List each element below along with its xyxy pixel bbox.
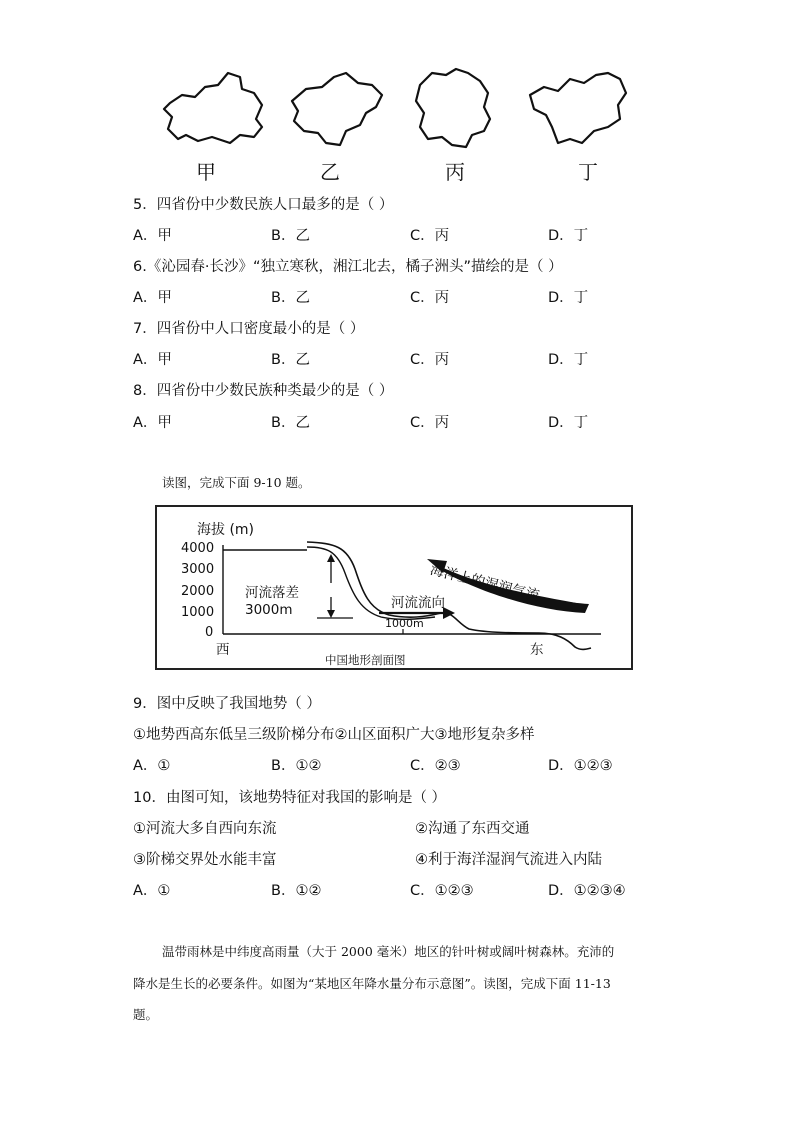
question-10-option-d[interactable]: D．①②③④	[548, 883, 626, 899]
mark-1000m-label: 1000m	[385, 617, 424, 630]
question-7-option-a[interactable]: A．甲	[133, 352, 172, 368]
question-9-option-b[interactable]: B．①②	[271, 758, 322, 774]
province-outline-yi	[292, 73, 382, 145]
province-label-ding: 丁	[578, 160, 598, 184]
passage-11-13-line-3: 题。	[133, 1007, 159, 1022]
question-7-stem: 7．四省份中人口密度最小的是（ ）	[133, 321, 365, 337]
province-label-yi: 乙	[320, 160, 340, 184]
ytick-0: 0	[205, 625, 214, 640]
question-8-stem: 8．四省份中少数民族种类最少的是（ ）	[133, 383, 394, 399]
question-9-items: ①地势西高东低呈三级阶梯分布②山区面积广大③地形复杂多样	[133, 727, 535, 743]
drop-label-2: 3000m	[245, 602, 293, 618]
y-axis-label: 海拔 (m)	[197, 522, 255, 538]
ytick-2000: 2000	[181, 584, 215, 599]
province-outline-bing	[416, 69, 490, 147]
question-8-option-c[interactable]: C．丙	[410, 415, 450, 431]
question-6-option-a[interactable]: A．甲	[133, 290, 172, 306]
passage-11-13-line-2: 降水是生长的必要条件。如图为“某地区年降水量分布示意图”。读图，完成下面 11-13	[133, 976, 611, 991]
question-5-option-b[interactable]: B．乙	[271, 228, 310, 244]
drop-arrow-down-head	[327, 610, 335, 618]
question-5-option-d[interactable]: D．丁	[548, 228, 589, 244]
east-label: 东	[530, 642, 544, 658]
west-label: 西	[216, 642, 230, 658]
province-label-bing: 丙	[445, 160, 465, 184]
question-5-stem: 5．四省份中少数民族人口最多的是（ ）	[133, 197, 394, 213]
question-8-option-d[interactable]: D．丁	[548, 415, 589, 431]
question-10-option-c[interactable]: C．①②③	[410, 883, 474, 899]
question-5-option-a[interactable]: A．甲	[133, 228, 172, 244]
question-10-item-2: ②沟通了东西交通	[415, 821, 530, 837]
question-7-option-d[interactable]: D．丁	[548, 352, 589, 368]
question-6-stem: 6.《沁园春·长沙》“独立寒秋，湘江北去，橘子洲头”描绘的是（ ）	[133, 259, 563, 275]
province-outline-jia	[164, 73, 262, 143]
ytick-1000: 1000	[181, 605, 215, 620]
question-6-option-d[interactable]: D．丁	[548, 290, 589, 306]
terrain-profile-line	[307, 542, 591, 649]
province-outline-ding	[530, 73, 626, 143]
question-10-stem: 10．由图可知，该地势特征对我国的影响是（ ）	[133, 790, 447, 806]
ytick-3000: 3000	[181, 562, 215, 577]
question-6-option-c[interactable]: C．丙	[410, 290, 450, 306]
question-5-option-c[interactable]: C．丙	[410, 228, 450, 244]
figure-caption: 中国地形剖面图	[325, 653, 406, 667]
airflow-label: 海洋上的湿润气流	[428, 561, 541, 605]
question-10-item-3: ③阶梯交界处水能丰富	[133, 852, 277, 868]
drop-label-1: 河流落差	[245, 585, 299, 601]
question-10-item-1: ①河流大多自西向东流	[133, 821, 277, 837]
province-label-jia: 甲	[196, 160, 216, 184]
question-8-option-a[interactable]: A．甲	[133, 415, 172, 431]
question-9-stem: 9．图中反映了我国地势（ ）	[133, 696, 321, 712]
question-9-option-a[interactable]: A．①	[133, 758, 171, 774]
terrain-profile-figure	[155, 505, 633, 670]
question-6-option-b[interactable]: B．乙	[271, 290, 310, 306]
intro-9-10: 读图，完成下面 9-10 题。	[162, 475, 311, 490]
question-7-option-b[interactable]: B．乙	[271, 352, 310, 368]
flow-direction-label: 河流流向	[391, 595, 445, 611]
question-10-option-a[interactable]: A．①	[133, 883, 171, 899]
ytick-4000: 4000	[181, 541, 215, 556]
question-9-option-d[interactable]: D．①②③	[548, 758, 613, 774]
passage-11-13-line-1: 温带雨林是中纬度高雨量（大于 2000 毫米）地区的针叶树或阔叶树森林。充沛的	[162, 944, 615, 959]
province-outline-maps	[150, 65, 650, 150]
question-7-option-c[interactable]: C．丙	[410, 352, 450, 368]
question-8-option-b[interactable]: B．乙	[271, 415, 310, 431]
question-10-item-4: ④利于海洋湿润气流进入内陆	[415, 852, 602, 868]
question-9-option-c[interactable]: C．②③	[410, 758, 461, 774]
question-10-option-b[interactable]: B．①②	[271, 883, 322, 899]
